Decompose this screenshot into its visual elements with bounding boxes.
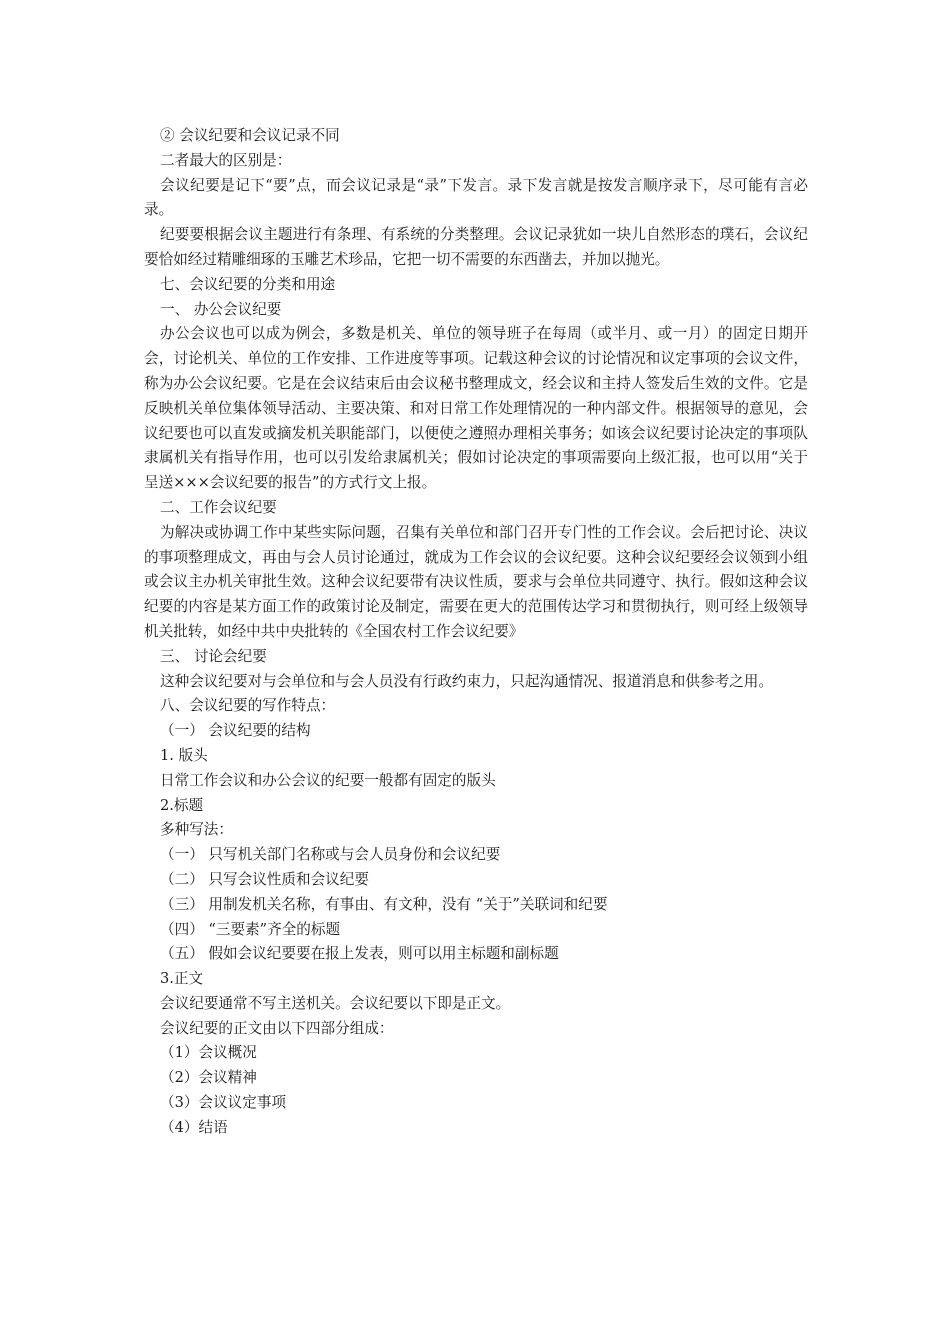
body-line: 会议纪要通常不写主送机关。会议纪要以下即是正文。 <box>160 994 511 1012</box>
list-item: （3）会议议定事项 <box>160 1094 287 1112</box>
body-paragraph: 为解决或协调工作中某些实际问题，召集有关单位和部门召开专门性的工作会议。会后把讨论、决议的事项整理成文，再由与会人员讨论通过，就成为工作会议的会议纪要。这种会议纪要经会议领到小组或会议主办机关审批生效。这种会议纪要带有决议性质，要求与会单位共同遵守、执行。假如这种会议纪要的内容是某方面工作的政策讨论及制定，需要在更大的范围传达学习和贯彻执行，则可经上级领导机关批转，如经中共中央批转的《全国农村工作会议纪要》 <box>144 523 808 640</box>
list-heading: 2.标题 <box>160 796 204 814</box>
subsection-heading: 一、 办公会议纪要 <box>160 300 282 318</box>
section-heading: 七、会议纪要的分类和用途 <box>160 275 336 293</box>
list-item: （2）会议精神 <box>160 1069 257 1087</box>
list-heading: 1. 版头 <box>160 746 208 764</box>
section-heading: 八、会议纪要的写作特点： <box>160 697 336 715</box>
list-item: （二） 只写会议性质和会议纪要 <box>160 870 369 888</box>
subsection-heading: 二、工作会议纪要 <box>160 498 277 516</box>
subsection-heading: （一） 会议纪要的结构 <box>160 722 311 740</box>
body-paragraph: 这种会议纪要对与会单位和与会人员没有行政约束力，只起沟通情况、报道消息和供参考之用。 <box>160 672 773 690</box>
body-line: 二者最大的区别是： <box>160 151 292 169</box>
body-line: 会议纪要的正文由以下四部分组成： <box>160 1019 394 1037</box>
list-item: （4）结语 <box>160 1118 228 1136</box>
list-item: （四） “三要素”齐全的标题 <box>160 920 341 938</box>
body-line: 多种写法： <box>160 821 233 839</box>
subsection-heading: ② 会议纪要和会议记录不同 <box>160 127 340 144</box>
subsection-heading: 三、 讨论会纪要 <box>160 647 267 665</box>
list-item: （三） 用制发机关名称，有事由、有文种，没有 “关于”关联词和纪要 <box>160 895 608 913</box>
list-heading: 3.正文 <box>160 970 204 988</box>
body-paragraph: 会议纪要是记下“要”点，而会议记录是“录”下发言。录下发言就是按发言顺序录下，尽可能有言必录。 <box>144 176 808 219</box>
body-paragraph: 纪要要根据会议主题进行有条理、有系统的分类整理。会议记录犹如一块儿自然形态的璞石，会议纪要恰如经过精雕细琢的玉雕艺术珍品，它把一切不需要的东西凿去，并加以抛光。 <box>144 226 808 268</box>
list-item: （1）会议概况 <box>160 1044 257 1062</box>
list-item: （五） 假如会议纪要要在报上发表，则可以用主标题和副标题 <box>160 945 559 963</box>
body-paragraph: 办公会议也可以成为例会，多数是机关、单位的领导班子在每周（或半月、或一月）的固定日期开会，讨论机关、单位的工作安排、工作进度等事项。记载这种会议的讨论情况和议定事项的会议文件，称为办公会议纪要。它是在会议结束后由会议秘书整理成文，经会议和主持人签发后生效的文件。它是反映机关单位集体领导活动、主要决策、和对日常工作处理情况的一种内部文件。根据领导的意见，会议纪要也可以直发或摘发机关职能部门，以便使之遵照办理相关事务；如该会议纪要讨论决定的事项队隶属机关有指导作用，也可以引发给隶属机关；假如讨论决定的事项需要向上级汇报，也可以用“关于呈送×××会议纪要的报告”的方式行文上报。 <box>144 325 808 492</box>
list-item: （一） 只写机关部门名称或与会人员身份和会议纪要 <box>160 846 501 864</box>
document-body <box>144 124 808 1141</box>
body-line: 日常工作会议和办公会议的纪要一般都有固定的版头 <box>160 771 496 789</box>
